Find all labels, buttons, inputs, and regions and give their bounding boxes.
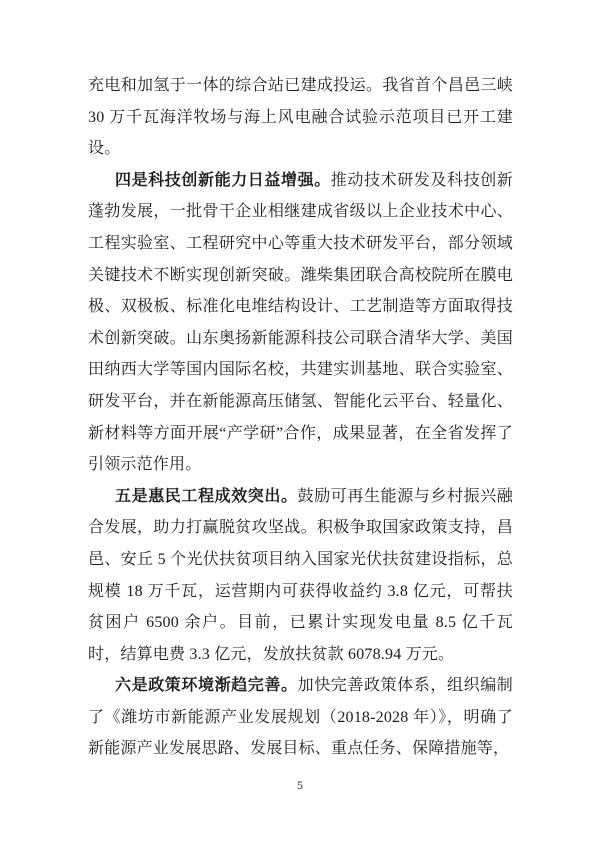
- paragraph-text: 推动技术研发及科技创新蓬勃发展，一批骨干企业相继建成省级以上企业技术中心、工程实验室、工程研究中心等重大技术研发平台，部分领域关键技术不断实现创新突破。潍柴集团联合高校院所在膜电极、双极板、标准化电堆结构设计、工艺制造等方面取得技术创新突破。山东奥扬新能源科技公司联合清华大学、美国田纳西大学等国内国际名校，共建实训基地、联合实验室、研发平台，并在新能源高压储氢、智能化云平台、轻量化、新材料等方面开展“产学研”合作，成果显著，在全省发挥了引领示范作用。: [88, 171, 513, 474]
- page-number: 5: [297, 778, 303, 792]
- paragraph-lead: 六是政策环境渐趋完善。: [115, 677, 298, 695]
- paragraph: [88, 165, 513, 481]
- paragraph-text: 充电和加氢于一体的综合站已建成投运。我省首个昌邑三峡 30 万千瓦海洋牧场与海上风电融合试验示范项目已开工建设。: [88, 77, 513, 158]
- paragraph-text: 加快完善政策体系，组织编制了《潍坊市新能源产业发展规划（2018-2028 年）》，明确了新能源产业发展思路、发展目标、重点任务、保障措施等，: [88, 677, 514, 758]
- paragraph-lead: 四是科技创新能力日益增强。: [115, 171, 331, 189]
- paragraph: [88, 481, 513, 671]
- paragraph: [88, 70, 513, 165]
- paragraph-text: 鼓励可再生能源与乡村振兴融合发展，助力打赢脱贫攻坚战。积极争取国家政策支持，昌邑、安丘 5 个光伏扶贫项目纳入国家光伏扶贫建设指标，总规模 18 万千瓦，运营期内可获得收益约 3.8 亿元，可帮扶贫困户 6500 余户。目前，已累计实现发电量 8.5 亿千瓦时，结算电费 3.3 亿元，发放扶贫款 6078.94 万元。: [88, 487, 514, 663]
- document-body: [88, 70, 513, 765]
- paragraph: [88, 670, 513, 765]
- paragraph-lead: 五是惠民工程成效突出。: [115, 487, 298, 505]
